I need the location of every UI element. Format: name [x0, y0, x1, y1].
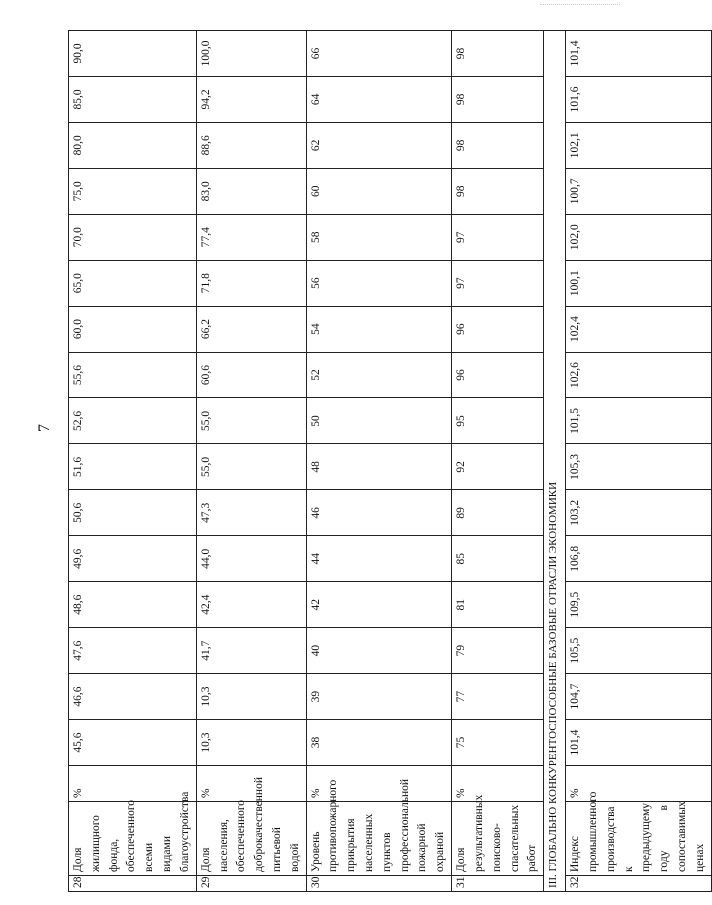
value-cell: 51,6: [69, 444, 197, 490]
value-cell: 66,2: [196, 306, 306, 352]
value-cell: 94,2: [196, 76, 306, 122]
value-cell: 60,6: [196, 352, 306, 398]
unit-cell: %: [196, 766, 306, 802]
value-cell: 41,7: [196, 628, 306, 674]
value-cell: 60,0: [69, 306, 197, 352]
value-cell: 105,3: [566, 444, 712, 490]
value-cell: 66: [306, 31, 452, 77]
value-cell: 85,0: [69, 76, 197, 122]
value-cell: 102,1: [566, 122, 712, 168]
value-cell: 44: [306, 536, 452, 582]
value-cell: 50: [306, 398, 452, 444]
value-cell: 101,5: [566, 398, 712, 444]
row-number: 32: [566, 876, 712, 892]
value-cell: 103,2: [566, 490, 712, 536]
row-number: 31: [452, 876, 544, 892]
value-cell: 77,4: [196, 214, 306, 260]
value-cell: 100,7: [566, 168, 712, 214]
value-cell: 62: [306, 122, 452, 168]
value-cell: 102,4: [566, 306, 712, 352]
value-cell: 98: [452, 31, 544, 77]
value-cell: 42,4: [196, 582, 306, 628]
value-cell: 52: [306, 352, 452, 398]
value-cell: 65,0: [69, 260, 197, 306]
value-cell: 64: [306, 76, 452, 122]
value-cell: 54: [306, 306, 452, 352]
value-cell: 56: [306, 260, 452, 306]
value-cell: 83,0: [196, 168, 306, 214]
indicator-name: Индекс промышленного производства к предыдущему году в сопоставимых ценах: [566, 802, 712, 876]
indicator-table-rotated: [68, 30, 706, 892]
table-row: [196, 31, 306, 892]
value-cell: 47,3: [196, 490, 306, 536]
value-cell: 98: [452, 168, 544, 214]
row-number: 29: [196, 876, 306, 892]
table-row: [69, 31, 197, 892]
value-cell: 52,6: [69, 398, 197, 444]
indicator-name: Доля населения, обеспеченного доброкачественной питьевой водой: [196, 802, 306, 876]
unit-cell: %: [69, 766, 197, 802]
value-cell: 49,6: [69, 536, 197, 582]
value-cell: 75: [452, 720, 544, 766]
section-title: III. ГЛОБАЛЬНО КОНКУРЕНТОСПОСОБНЫЕ БАЗОВЫЕ ОТРАСЛИ ЭКОНОМИКИ: [544, 31, 566, 892]
value-cell: 80,0: [69, 122, 197, 168]
unit-cell: %: [566, 766, 712, 802]
indicator-name: Доля жилищного фонда, обеспеченного всеми видами благоустройства: [69, 802, 197, 876]
value-cell: 55,0: [196, 398, 306, 444]
table-row: [566, 31, 712, 892]
value-cell: 40: [306, 628, 452, 674]
value-cell: 97: [452, 214, 544, 260]
value-cell: 47,6: [69, 628, 197, 674]
value-cell: 44,0: [196, 536, 306, 582]
value-cell: 75,0: [69, 168, 197, 214]
value-cell: 39: [306, 674, 452, 720]
value-cell: 101,4: [566, 31, 712, 77]
indicator-name: Доля результативных поисково-спасательных работ: [452, 802, 544, 876]
value-cell: 96: [452, 306, 544, 352]
value-cell: 46: [306, 490, 452, 536]
value-cell: 55,0: [196, 444, 306, 490]
value-cell: 77: [452, 674, 544, 720]
value-cell: 106,8: [566, 536, 712, 582]
indicator-name: Уровень противопожарного прикрытия населенных пунктов профессиональной пожарной охраной: [306, 802, 452, 876]
row-number: 30: [306, 876, 452, 892]
value-cell: 105,5: [566, 628, 712, 674]
indicator-table: [68, 30, 712, 892]
value-cell: 100,1: [566, 260, 712, 306]
value-cell: 92: [452, 444, 544, 490]
value-cell: 104,7: [566, 674, 712, 720]
unit-cell: %: [452, 766, 544, 802]
value-cell: 55,6: [69, 352, 197, 398]
value-cell: 70,0: [69, 214, 197, 260]
value-cell: 48,6: [69, 582, 197, 628]
scan-artifact: [540, 4, 620, 8]
value-cell: 90,0: [69, 31, 197, 77]
value-cell: 102,6: [566, 352, 712, 398]
value-cell: 98: [452, 76, 544, 122]
value-cell: 101,4: [566, 720, 712, 766]
value-cell: 50,6: [69, 490, 197, 536]
value-cell: 100,0: [196, 31, 306, 77]
value-cell: 38: [306, 720, 452, 766]
value-cell: 95: [452, 398, 544, 444]
value-cell: 58: [306, 214, 452, 260]
value-cell: 81: [452, 582, 544, 628]
value-cell: 60: [306, 168, 452, 214]
value-cell: 10,3: [196, 674, 306, 720]
value-cell: 10,3: [196, 720, 306, 766]
section-header-row: [544, 31, 566, 892]
value-cell: 96: [452, 352, 544, 398]
row-number: 28: [69, 876, 197, 892]
table-row: [306, 31, 452, 892]
value-cell: 88,6: [196, 122, 306, 168]
value-cell: 109,5: [566, 582, 712, 628]
unit-cell: %: [306, 766, 452, 802]
value-cell: 98: [452, 122, 544, 168]
value-cell: 101,6: [566, 76, 712, 122]
indicator-table-body: [69, 31, 712, 892]
value-cell: 42: [306, 582, 452, 628]
value-cell: 79: [452, 628, 544, 674]
value-cell: 89: [452, 490, 544, 536]
value-cell: 102,0: [566, 214, 712, 260]
value-cell: 48: [306, 444, 452, 490]
page-number: 7: [36, 424, 53, 432]
value-cell: 85: [452, 536, 544, 582]
table-row: [452, 31, 544, 892]
value-cell: 97: [452, 260, 544, 306]
value-cell: 45,6: [69, 720, 197, 766]
value-cell: 46,6: [69, 674, 197, 720]
value-cell: 71,8: [196, 260, 306, 306]
